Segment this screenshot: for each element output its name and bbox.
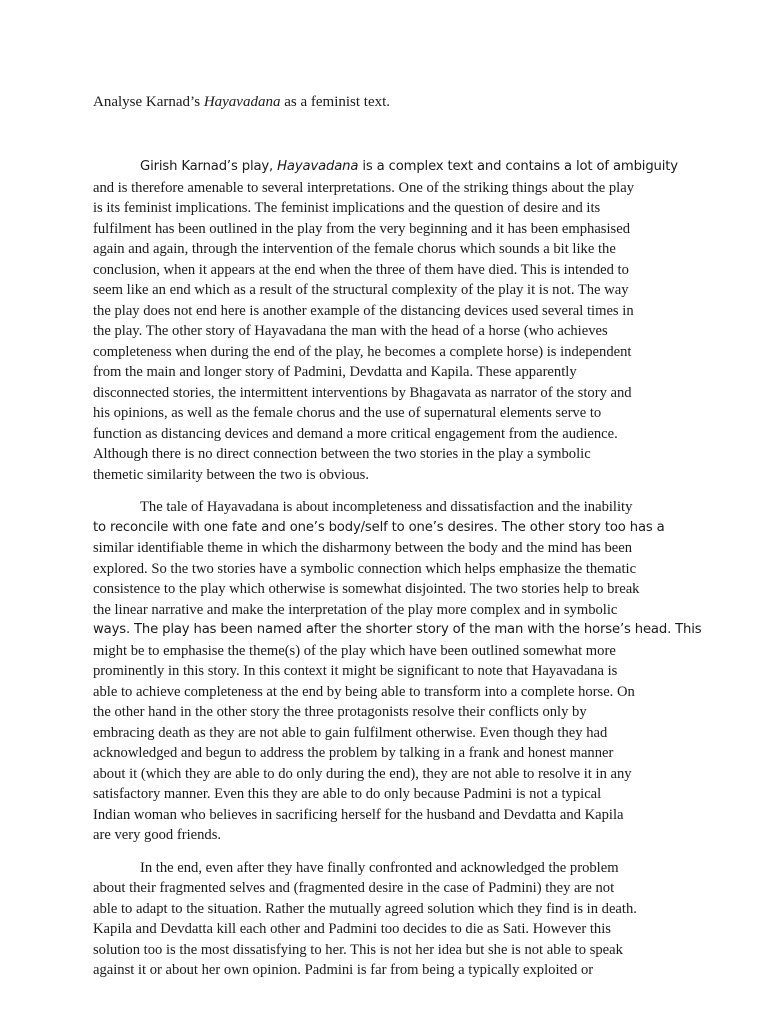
paragraph-line: the linear narrative and make the interpretation of the play more complex and in symbolic bbox=[93, 601, 618, 618]
paragraph-1 bbox=[93, 157, 683, 485]
paragraph-line: ways. The play has been named after the shorter story of the man with the horse’s head. This bbox=[93, 622, 702, 637]
paragraph-line: similar identifiable theme in which the disharmony between the body and the mind has been bbox=[93, 540, 633, 556]
paragraph-line: might be to emphasise the theme(s) of the play which have been outlined somewhat more bbox=[93, 642, 616, 659]
paragraph-line: completeness when during the end of the play, he becomes a complete horse) is independent bbox=[93, 343, 632, 360]
paragraph-3-line-1: In the end, even after they have finally confronted and acknowledged the problem bbox=[140, 859, 619, 876]
paragraph-line: prominently in this story. In this context it might be significant to note that Hayavadana is bbox=[93, 663, 618, 679]
paragraph-2-line-1: The tale of Hayavadana is about incompleteness and dissatisfaction and the inability bbox=[140, 499, 633, 515]
paragraph-line: the play. The other story of Hayavadana the man with the head of a horse (who achieves bbox=[93, 323, 608, 339]
paragraph-line: seem like an end which as a result of the structural complexity of the play it is not. The way bbox=[93, 282, 629, 298]
paragraph-1-line-1-post: is a complex text and contains a lot of ambiguity bbox=[358, 159, 678, 174]
paragraph-3 bbox=[93, 858, 683, 981]
paragraph-1-play-title: Hayavadana bbox=[277, 159, 359, 174]
paragraph-line: Indian woman who believes in sacrificing herself for the husband and Devdatta and Kapila bbox=[93, 806, 624, 823]
paragraph-line: and is therefore amenable to several interpretations. One of the striking things about the play bbox=[93, 179, 635, 196]
paragraph-line: to reconcile with one fate and one’s body/self to one’s desires. The other story too has a bbox=[93, 519, 665, 535]
paragraph-line: disconnected stories, the intermittent interventions by Bhagavata as narrator of the story and bbox=[93, 384, 632, 401]
paragraph-line: about it (which they are able to do only during the end), they are not able to resolve it in any bbox=[93, 765, 632, 782]
paragraph-line: the other hand in the other story the three protagonists resolve their conflicts only by bbox=[93, 704, 587, 720]
paragraph-line: explored. So the two stories have a symbolic connection which helps emphasize the thematic bbox=[93, 560, 637, 577]
paragraph-line: Although there is no direct connection between the two stories in the play a symbolic bbox=[93, 446, 591, 462]
paragraph-1-line-1 bbox=[93, 157, 683, 178]
paragraph-line: about their fragmented selves and (fragmented desire in the case of Padmini) they are not bbox=[93, 880, 615, 896]
paragraph-line: fulfilment has been outlined in the play from the very beginning and it has been emphasised bbox=[93, 220, 630, 237]
paragraph-line: against it or about her own opinion. Padmini is far from being a typically exploited or bbox=[93, 962, 594, 978]
paragraph-line: are very good friends. bbox=[93, 827, 222, 843]
document-heading bbox=[93, 92, 390, 112]
paragraph-line: consistence to the play which otherwise is somewhat disjointed. The two stories help to break bbox=[93, 581, 640, 597]
paragraph-line: satisfactory manner. Even this they are able to do only because Padmini is not a typical bbox=[93, 786, 602, 802]
paragraph-1-line-1-pre: Girish Karnad’s play, bbox=[140, 159, 278, 174]
paragraph-line: from the main and longer story of Padmini, Devdatta and Kapila. These apparently bbox=[93, 364, 577, 380]
paragraph-line: again and again, through the intervention of the female chorus which sounds a bit like the bbox=[93, 241, 616, 257]
paragraph-line: solution too is the most dissatisfying to her. This is not her idea but she is not able to speak bbox=[93, 941, 623, 958]
paragraph-line: is its feminist implications. The feminist implications and the question of desire and its bbox=[93, 200, 601, 216]
paragraph-line: themetic similarity between the two is obvious. bbox=[93, 466, 370, 483]
paragraph-2 bbox=[93, 497, 702, 846]
paragraph-line: his opinions, as well as the female chorus and the use of supernatural elements serve to bbox=[93, 405, 602, 421]
paragraph-line: Kapila and Devdatta kill each other and Padmini too decides to die as Sati. However this bbox=[93, 921, 611, 937]
heading-title-italic: Hayavadana bbox=[203, 94, 281, 110]
paragraph-line: conclusion, when it appears at the end when the three of them have died. This is intended to bbox=[93, 261, 629, 278]
paragraph-line: able to adapt to the situation. Rather the mutually agreed solution which they find is in death. bbox=[93, 900, 637, 917]
paragraph-line: function as distancing devices and demand a more critical engagement from the audience. bbox=[93, 425, 618, 442]
paragraph-line: acknowledged and begun to address the problem by talking in a frank and honest manner bbox=[93, 745, 614, 761]
paragraph-line: able to achieve completeness at the end by being able to transform into a complete horse. On bbox=[93, 683, 635, 700]
paragraph-line: the play does not end here is another example of the distancing devices used several times in bbox=[93, 302, 634, 319]
paragraph-line: embracing death as they are not able to gain fulfilment otherwise. Even though they had bbox=[93, 724, 608, 741]
heading-text-pre: Analyse Karnad’s bbox=[93, 94, 204, 110]
heading-text-post: as a feminist text. bbox=[280, 94, 391, 110]
essay-body bbox=[93, 157, 702, 993]
